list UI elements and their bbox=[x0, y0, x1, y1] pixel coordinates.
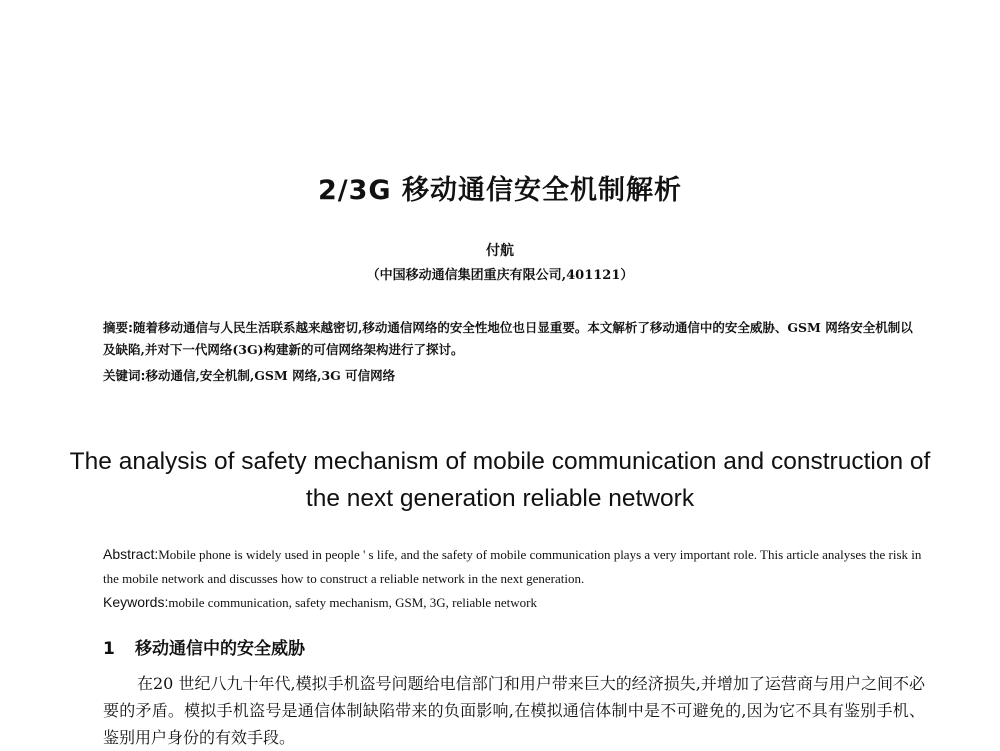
paper-title-en: The analysis of safety mechanism of mobile communication and construction of the next generation reliable network bbox=[69, 448, 931, 512]
section-title: 移动通信中的安全威胁 bbox=[135, 639, 305, 659]
abstract-zh-text: 随着移动通信与人民生活联系越来越密切,移动通信网络的安全性地位也日显重要。本文解析了移动通信中的安全威胁、GSM 网络安全机制以及缺陷,并对下一代网络(3G)构建新的可信网络架构进行了探讨。 bbox=[103, 320, 913, 357]
abstract-en-text: Mobile phone is widely used in people ' s life, and the safety of mobile communication plays a very important role. This article analyses the risk in the mobile network and discusses how to construct a reliable network in the next generation. bbox=[103, 547, 922, 586]
paper-title-zh: 2/3G 移动通信安全机制解析 bbox=[318, 175, 682, 206]
section-heading bbox=[103, 634, 305, 659]
keywords-en-label: Keywords: bbox=[103, 594, 169, 610]
section-number: 1 bbox=[103, 639, 115, 659]
author-affiliation: （中国移动通信集团重庆有限公司,401121） bbox=[366, 268, 634, 283]
keywords-en-text: mobile communication, safety mechanism, GSM, 3G, reliable network bbox=[168, 595, 537, 610]
keywords-zh-label: 关键词: bbox=[103, 368, 146, 383]
keywords-zh-text: 移动通信,安全机制,GSM 网络,3G 可信网络 bbox=[145, 368, 396, 383]
author-name: 付航 bbox=[486, 243, 514, 259]
abstract-en bbox=[103, 542, 923, 591]
keywords-en bbox=[103, 594, 923, 611]
abstract-en-label: Abstract: bbox=[103, 546, 159, 562]
abstract-zh bbox=[103, 317, 923, 361]
section-body-paragraph: 在20 世纪八九十年代,模拟手机盗号问题给电信部门和用户带来巨大的经济损失,并增加了运营商与用户之间不必要的矛盾。模拟手机盗号是通信体制缺陷带来的负面影响,在模拟通信体制中是不可避免的,因为它不具有鉴别手机、鉴别用户身份的有效手段。 bbox=[103, 674, 925, 747]
abstract-zh-label: 摘要: bbox=[103, 320, 133, 335]
keywords-zh bbox=[103, 366, 923, 384]
